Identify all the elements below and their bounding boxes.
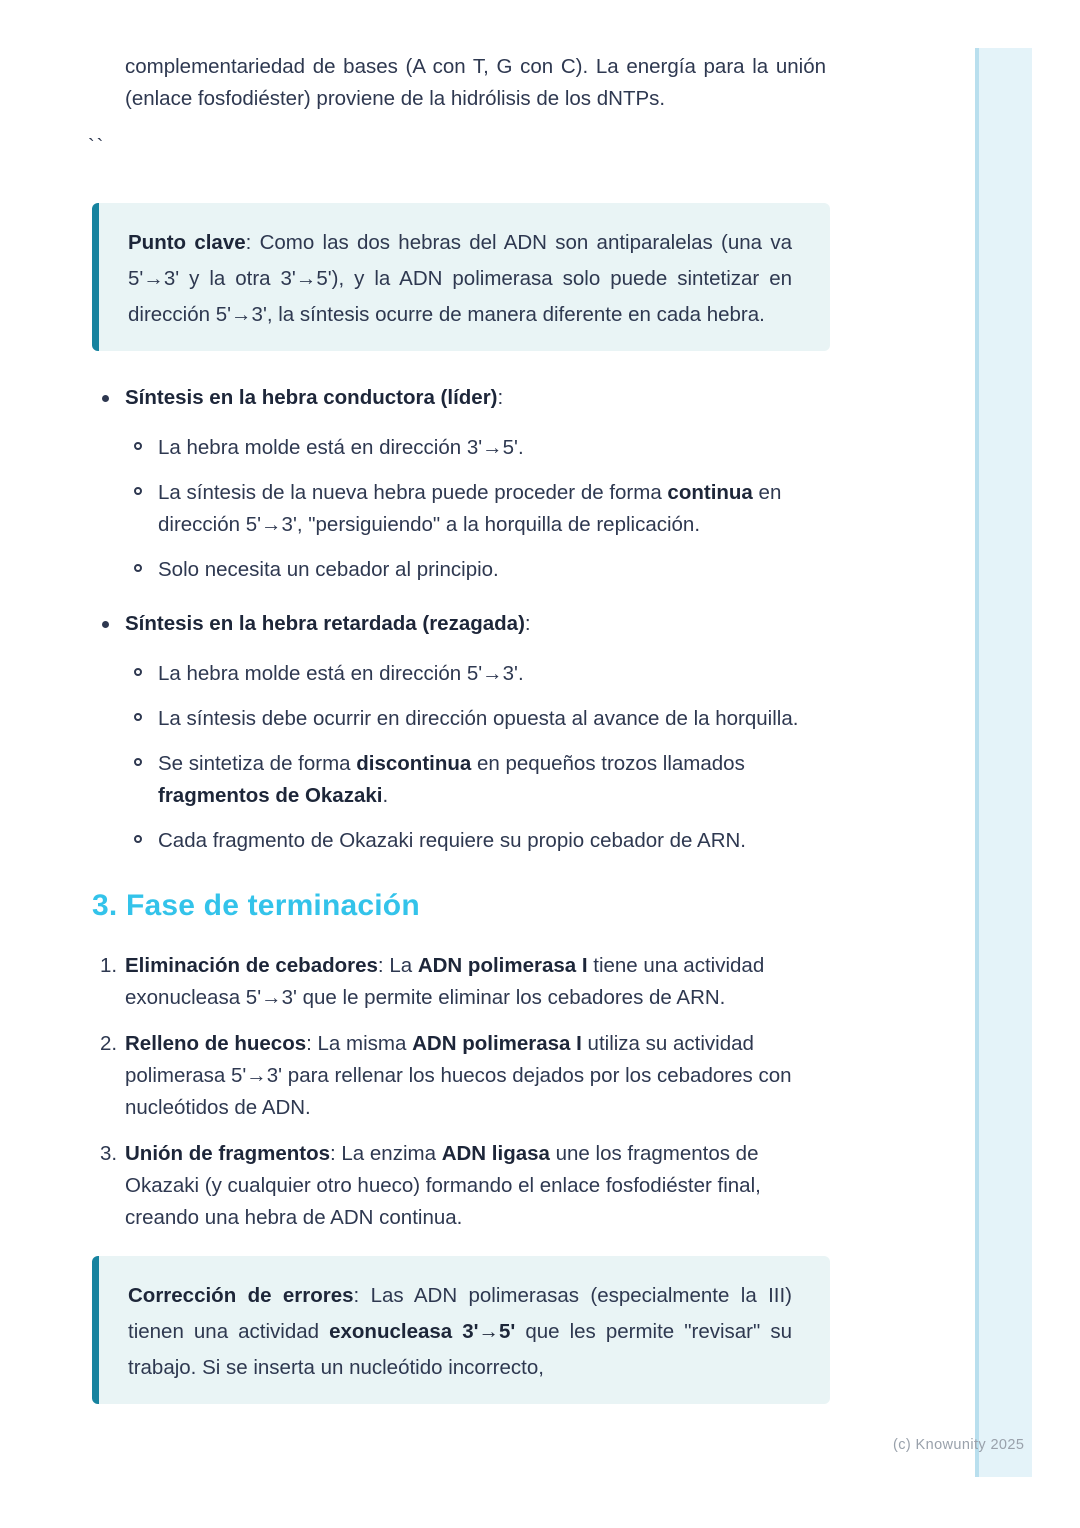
- bullet-dot-icon: [102, 395, 109, 402]
- sub-bullet-item: [125, 703, 826, 735]
- circle-bullet-icon: [134, 442, 142, 450]
- next-page-edge[interactable]: [975, 48, 1032, 1477]
- numbered-item-text: Relleno de huecos: La misma ADN polimerasa I utiliza su actividad polimerasa 5'→3' para rellenar los huecos dejados por los cebadores con nucleótidos de ADN.: [125, 1032, 792, 1119]
- sub-bullet-text: Se sintetiza de forma discontinua en pequeños trozos llamados fragmentos de Okazaki.: [158, 752, 745, 807]
- callout-punto-clave-text: Punto clave: Como las dos hebras del ADN son antiparalelas (una va 5'→3' y la otra 3'→5'), y la ADN polimerasa solo puede sintetizar en dirección 5'→3', la síntesis ocurre de manera diferente en cada hebra.: [128, 231, 792, 326]
- bullet-item-hebra-conductora: [125, 382, 826, 599]
- circle-bullet-icon: [134, 487, 142, 495]
- circle-bullet-icon: [134, 835, 142, 843]
- circle-bullet-icon: [134, 564, 142, 572]
- bullet-item-hebra-retardada: [125, 608, 826, 870]
- copyright-watermark: (c) Knowunity 2025: [893, 1437, 1025, 1453]
- numbered-item: [100, 950, 826, 1014]
- sub-bullet-item: [125, 554, 826, 586]
- sub-bullet-item: [125, 748, 826, 812]
- bullet-item-title: [125, 608, 826, 640]
- sub-bullet-item: [125, 477, 826, 541]
- item-number: 2.: [100, 1032, 118, 1055]
- numbered-item-text: Unión de fragmentos: La enzima ADN ligasa une los fragmentos de Okazaki (y cualquier otro hueco) formando el enlace fosfodiéster final, creando una hebra de ADN continua.: [125, 1142, 761, 1229]
- circle-bullet-icon: [134, 713, 142, 721]
- section-heading: 3. Fase de terminación: [92, 889, 420, 922]
- item-number: 3.: [100, 1142, 118, 1165]
- sub-bullet-item: [125, 825, 826, 857]
- circle-bullet-icon: [134, 668, 142, 676]
- bullet-dot-icon: [102, 621, 109, 628]
- callout-correccion-errores: [92, 1256, 830, 1404]
- numbered-list: [100, 950, 826, 1234]
- item-number: 1.: [100, 954, 118, 977]
- stray-backtick-marks: ``: [88, 136, 106, 158]
- bullet-title-text: Síntesis en la hebra conductora (líder):: [125, 386, 504, 409]
- sub-bullet-text: La hebra molde está en dirección 5'→3'.: [158, 662, 524, 685]
- sub-bullet-text: La síntesis debe ocurrir en dirección opuesta al avance de la horquilla.: [158, 707, 799, 730]
- page-content: [88, 0, 826, 1404]
- sub-bullet-text: La síntesis de la nueva hebra puede proceder de forma continua en dirección 5'→3', "persiguiendo" a la horquilla de replicación.: [158, 481, 782, 536]
- sub-bullet-text: La hebra molde está en dirección 3'→5'.: [158, 436, 524, 459]
- sub-bullet-text: Solo necesita un cebador al principio.: [158, 558, 499, 581]
- bullet-item-title: [125, 382, 826, 414]
- intro-paragraph: complementariedad de bases (A con T, G con C). La energía para la unión (enlace fosfodiéster) proviene de la hidrólisis de los dNTPs.: [125, 55, 826, 110]
- sub-bullet-text: Cada fragmento de Okazaki requiere su propio cebador de ARN.: [158, 829, 747, 852]
- numbered-item: [100, 1028, 826, 1124]
- numbered-item: [100, 1138, 826, 1234]
- callout-correccion-text: Corrección de errores: Las ADN polimerasas (especialmente la III) tienen una actividad exonucleasa 3'→5' que les permite "revisar" su trabajo. Si se inserta un nucleótido incorrecto,: [128, 1284, 792, 1379]
- circle-bullet-icon: [134, 758, 142, 766]
- callout-punto-clave: [92, 203, 830, 351]
- sub-bullet-item: [125, 658, 826, 690]
- numbered-item-text: Eliminación de cebadores: La ADN polimerasa I tiene una actividad exonucleasa 5'→3' que le permite eliminar los cebadores de ARN.: [125, 954, 765, 1009]
- bullet-list: [125, 382, 826, 870]
- bullet-title-text: Síntesis en la hebra retardada (rezagada):: [125, 612, 531, 635]
- sub-bullet-item: [125, 432, 826, 464]
